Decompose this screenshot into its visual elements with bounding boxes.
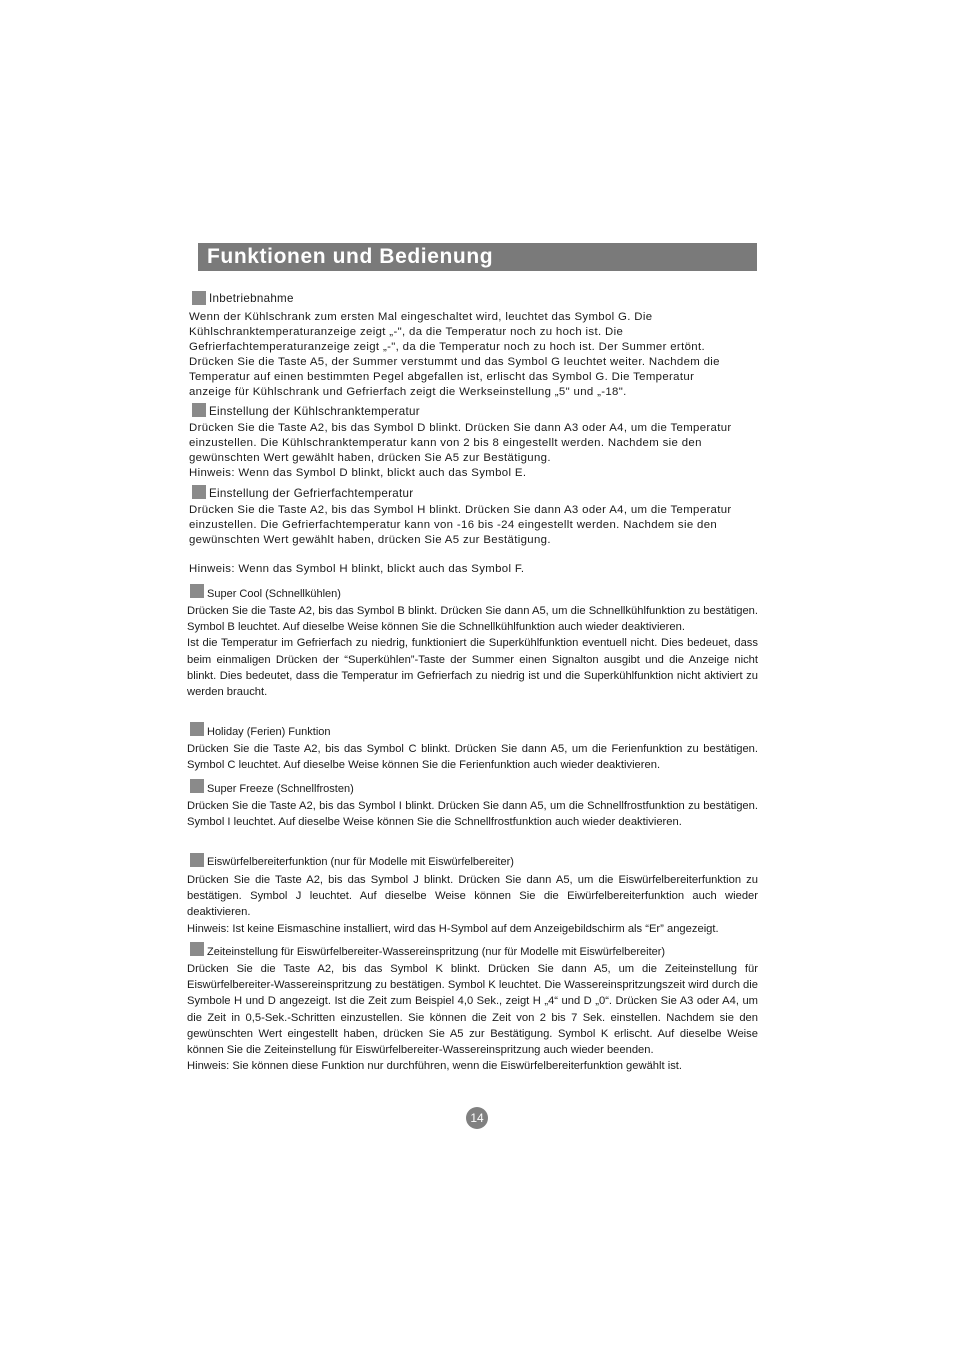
paragraph: Drücken Sie die Taste A2, bis das Symbol B blinkt. Drücken Sie dann A5, um die Schnellkühlfunktion zu bestätigen. Symbol B leuchtet. Auf dieselbe Weise können Sie die Schnellkühlfunktion auch wieder deaktivieren.	[187, 605, 758, 634]
section-heading-row	[187, 584, 758, 600]
section-heading: Super Cool (Schnellkühlen)	[207, 588, 341, 600]
text-line: gewünschten Wert gewählt haben, drücken Sie A5 zur Bestätigung.	[189, 534, 551, 546]
page-title: Funktionen und Bedienung	[207, 245, 494, 268]
section-body	[189, 503, 769, 577]
section-holiday	[187, 722, 758, 773]
section-heading: Super Freeze (Schnellfrosten)	[207, 783, 354, 795]
section-wassereinspritzung	[187, 942, 758, 1074]
section-heading: Zeiteinstellung für Eiswürfelbereiter-Wassereinspritzung (nur für Modelle mit Eiswürfelbereiter)	[207, 946, 666, 958]
text-line: Hinweis: Wenn das Symbol D blinkt, blickt auch das Symbol E.	[189, 467, 527, 479]
section-heading: Eiswürfelbereiterfunktion (nur für Modelle mit Eiswürfelbereiter)	[207, 856, 514, 868]
bullet-square-icon	[192, 485, 206, 499]
text-line: einzustellen. Die Gefrierfachtemperatur kann von -16 bis -24 eingestellt werden. Nachdem sie den	[189, 519, 718, 531]
section-heading: Einstellung der Kühlschranktemperatur	[209, 405, 420, 418]
text-line: Wenn der Kühlschrank zum ersten Mal eingeschaltet wird, leuchtet das Symbol G. Die	[189, 311, 653, 323]
text-line: anzeige für Kühlschrank und Gefrierfach zeigt die Werkseinstellung „5" und „-18".	[189, 386, 627, 398]
bullet-square-icon	[192, 403, 206, 417]
paragraph: Hinweis: Ist keine Eismaschine installiert, wird das H-Symbol auf dem Anzeigebildschirm als “Er” angezeigt.	[187, 922, 719, 935]
text-line: Drücken Sie die Taste A2, bis das Symbol D blinkt. Drücken Sie dann A3 oder A4, um die Temperatur	[189, 422, 732, 434]
text-line: Temperatur auf einen bestimmten Pegel abgefallen ist, erlischt das Symbol G. Die Temperatur	[189, 371, 695, 383]
paragraph: Drücken Sie die Taste A2, bis das Symbol J blinkt. Drücken Sie dann A5, um die Eiswürfelbereiterfunktion zu bestätigen. Symbol J leuchtet. Auf dieselbe Weise können Sie die Eiwürfelbereiterfunktion auch wieder deaktivieren.	[187, 874, 758, 919]
section-body	[187, 741, 758, 773]
bullet-square-icon	[190, 942, 204, 956]
section-body	[187, 961, 758, 1074]
section-heading: Einstellung der Gefrierfachtemperatur	[209, 487, 414, 500]
text-line: gewünschten Wert gewählt haben, drücken Sie A5 zur Bestätigung.	[189, 452, 551, 464]
bullet-square-icon	[190, 584, 204, 598]
section-heading: Inbetriebnahme	[209, 292, 294, 305]
section-body	[189, 310, 769, 400]
section-heading-row	[189, 485, 769, 501]
section-body	[189, 421, 769, 481]
bullet-square-icon	[192, 291, 206, 305]
text-line: Kühlschranktemperaturanzeige zeigt „-", da die Temperatur noch zu hoch ist. Die	[189, 326, 624, 338]
section-body	[187, 798, 758, 830]
text-line: einzustellen. Die Kühlschranktemperatur kann von 2 bis 8 eingestellt werden. Nachdem sie den	[189, 437, 702, 449]
section-body	[187, 872, 758, 937]
section-heading-row	[187, 722, 758, 738]
section-body	[187, 603, 758, 700]
paragraph: Drücken Sie die Taste A2, bis das Symbol K blinkt. Drücken Sie dann A5, um die Zeiteinstellung für Eiswürfelbereiter-Wassereinspritzung zu bestätigen. Symbol K leuchtet. Die Wassereinspritzungszeit wird durch die Symbole H und D angezeigt. Ist die Zeit zum Beispiel 4,0 Sek., zeigt H „4“ und D „0“. Drücken Sie A3 oder A4, um die Zeit in 0,5-Sek.-Schritten einzustellen. Sie können die Zeit von 2 bis 7 Sek. einstellen. Nachdem sie den gewünschten Wert eingestellt haben, drücken Sie A5 zur Bestätigung. Symbol K erlischt. Auf dieselbe Weise können Sie die Zeiteinstellung für Eiswürfelbereiter-Wassereinspritzung auch wieder beenden.	[187, 963, 758, 1057]
bullet-square-icon	[190, 779, 204, 793]
page-number-badge: 14	[466, 1107, 488, 1129]
bullet-square-icon	[190, 722, 204, 736]
section-super-cool	[187, 584, 758, 700]
section-inbetriebnahme	[189, 291, 769, 400]
section-heading-row	[187, 779, 758, 795]
section-heading-row	[187, 853, 758, 869]
section-super-freeze	[187, 779, 758, 830]
section-heading-row	[189, 291, 769, 307]
text-line: Gefrierfachtemperaturanzeige zeigt „-", da die Temperatur noch zu hoch ist. Der Summer ertönt.	[189, 341, 705, 353]
bullet-square-icon	[190, 853, 204, 867]
section-heading-row	[187, 942, 758, 958]
section-heading-row	[189, 403, 769, 419]
paragraph: Ist die Temperatur im Gefrierfach zu niedrig, funktioniert die Superkühlfunktion eventuell nicht. Dies bedeuet, dass beim einmaligen Drücken der “Superkühlen”-Taste der Summer einen Signalton ausgibt und die Anzeige nicht blinkt. Dies bedeutet, dass die Temperatur im Gefrierfach zu niedrig ist und die Superkühlfunktion nicht aktiviert zu werden braucht.	[187, 637, 758, 699]
section-heading: Holiday (Ferien) Funktion	[207, 726, 331, 738]
section-gefrierfachtemperatur	[189, 485, 769, 577]
note-line: Hinweis: Wenn das Symbol H blinkt, blickt auch das Symbol F.	[189, 563, 525, 575]
text-line: Drücken Sie die Taste A2, bis das Symbol H blinkt. Drücken Sie dann A3 oder A4, um die Temperatur	[189, 504, 732, 516]
paragraph: Drücken Sie die Taste A2, bis das Symbol C blinkt. Drücken Sie dann A5, um die Ferienfunktion zu bestätigen. Symbol C leuchtet. Auf dieselbe Weise können Sie die Ferienfunktion auch wieder deaktivieren.	[187, 743, 758, 772]
paragraph: Drücken Sie die Taste A2, bis das Symbol I blinkt. Drücken Sie dann A5, um die Schnellfrostfunktion zu bestätigen. Symbol I leuchtet. Auf dieselbe Weise können Sie die Schnellfrostfunktion auch wieder deaktivieren.	[187, 800, 758, 829]
paragraph: Hinweis: Sie können diese Funktion nur durchführen, wenn die Eiswürfelbereiterfunktion gewählt ist.	[187, 1060, 683, 1073]
text-line: Drücken Sie die Taste A5, der Summer verstummt und das Symbol G leuchtet weiter. Nachdem die	[189, 356, 720, 368]
title-bar	[198, 243, 757, 271]
section-kuehlschranktemperatur	[189, 403, 769, 481]
section-eiswuerfelbereiter	[187, 853, 758, 937]
